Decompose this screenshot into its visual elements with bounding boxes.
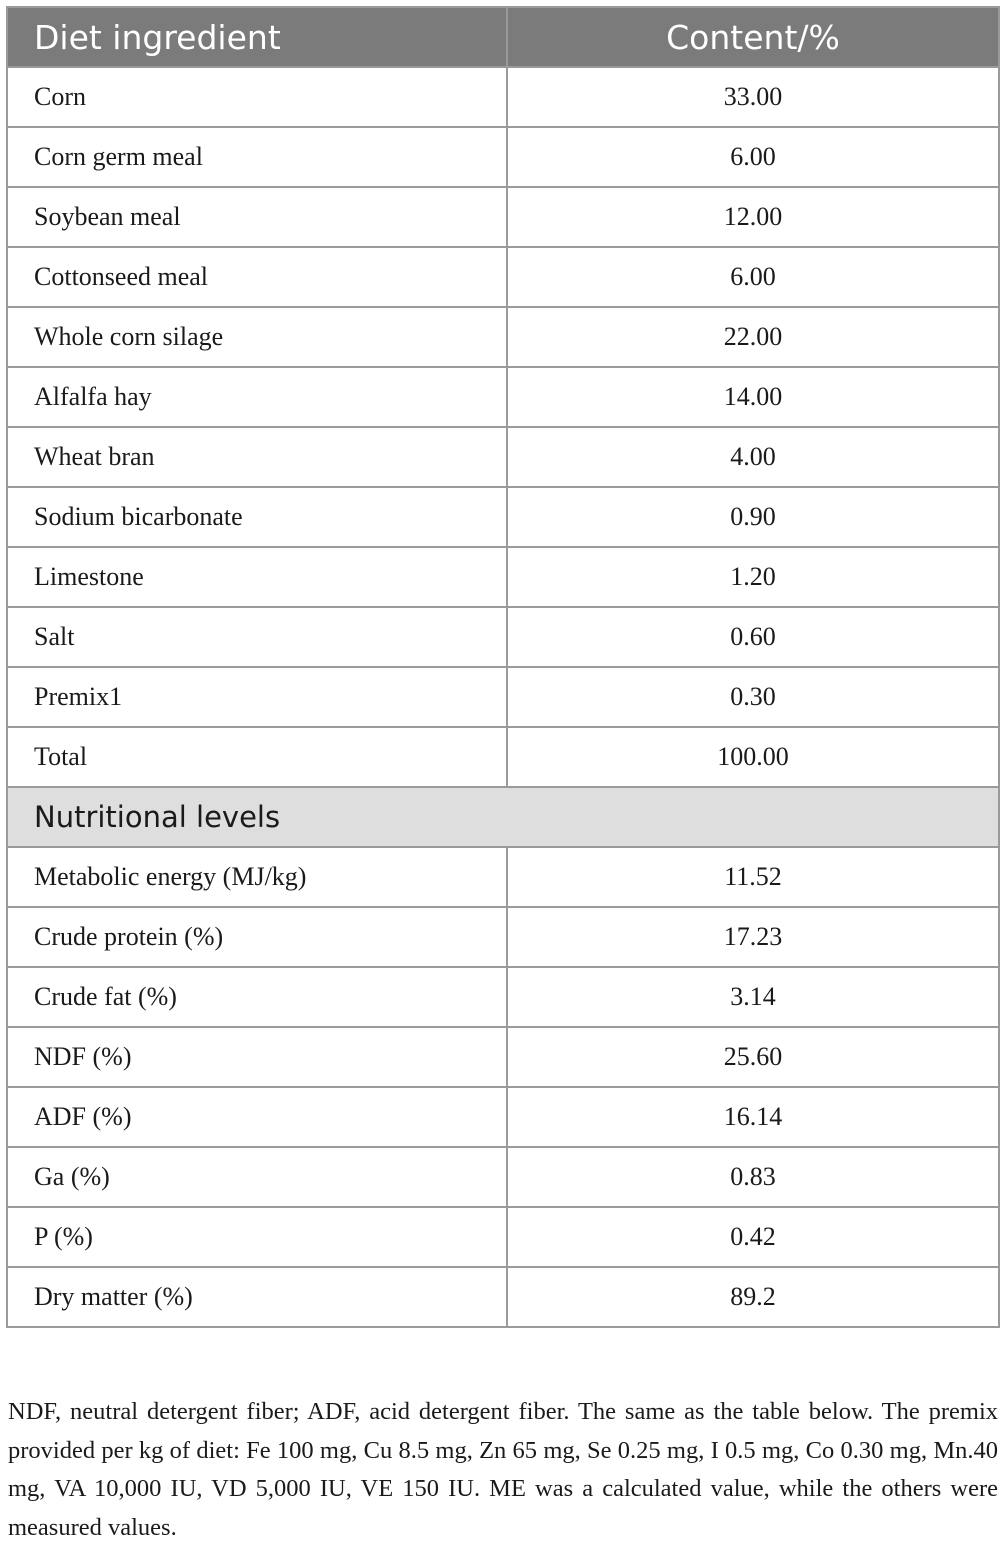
table-row [7,667,999,727]
ingredient-value: 0.90 [507,487,999,547]
ingredient-value: 4.00 [507,427,999,487]
table-row [7,187,999,247]
table-row [7,1087,999,1147]
ingredient-value: 33.00 [507,67,999,127]
table-header-row [7,7,999,67]
ingredient-name: Soybean meal [7,187,507,247]
nutrient-value: 89.2 [507,1267,999,1327]
ingredient-name: Salt [7,607,507,667]
nutrient-name: P (%) [7,1207,507,1267]
ingredient-value: 22.00 [507,307,999,367]
table-row [7,1027,999,1087]
nutrient-name: Dry matter (%) [7,1267,507,1327]
table-row [7,547,999,607]
table-row [7,847,999,907]
nutrient-value: 25.60 [507,1027,999,1087]
table-row [7,487,999,547]
section-header-row [7,787,999,847]
ingredient-name: Sodium bicarbonate [7,487,507,547]
nutrient-value: 16.14 [507,1087,999,1147]
ingredient-value: 6.00 [507,127,999,187]
table-row [7,427,999,487]
table-row [7,1207,999,1267]
ingredient-name: Limestone [7,547,507,607]
table-row [7,67,999,127]
ingredient-name: Total [7,727,507,787]
nutrient-value: 11.52 [507,847,999,907]
nutrient-name: NDF (%) [7,1027,507,1087]
nutrient-name: Metabolic energy (MJ/kg) [7,847,507,907]
nutrient-name: Crude fat (%) [7,967,507,1027]
nutrient-value: 0.42 [507,1207,999,1267]
ingredient-name: Corn [7,67,507,127]
ingredient-value: 0.60 [507,607,999,667]
table-row [7,967,999,1027]
ingredient-value: 0.30 [507,667,999,727]
ingredient-value: 14.00 [507,367,999,427]
ingredient-value: 1.20 [507,547,999,607]
total-row [7,727,999,787]
section-title: Nutritional levels [7,787,999,847]
nutrient-value: 0.83 [507,1147,999,1207]
ingredient-name: Premix1 [7,667,507,727]
table-row [7,1267,999,1327]
ingredient-name: Cottonseed meal [7,247,507,307]
table-row [7,127,999,187]
ingredient-value: 6.00 [507,247,999,307]
ingredient-name: Wheat bran [7,427,507,487]
nutrient-name: Crude protein (%) [7,907,507,967]
ingredient-value: 100.00 [507,727,999,787]
table-row [7,247,999,307]
header-diet-ingredient: Diet ingredient [7,7,507,67]
ingredient-name: Corn germ meal [7,127,507,187]
nutrient-value: 3.14 [507,967,999,1027]
nutrient-name: Ga (%) [7,1147,507,1207]
table-row [7,1147,999,1207]
table-footnote: NDF, neutral detergent fiber; ADF, acid detergent fiber. The same as the table below. The premix provided per kg of diet: Fe 100 mg, Cu 8.5 mg, Zn 65 mg, Se 0.25 mg, I 0.5 mg, Co 0.30 mg, Mn.40 mg, VA 10,000 IU, VD 5,000 IU, VE 150 IU. ME was a calculated value, while the others were measured values. [8,1398,998,1541]
ingredient-name: Whole corn silage [7,307,507,367]
nutrient-value: 17.23 [507,907,999,967]
table-row [7,607,999,667]
header-content-percent: Content/% [507,7,999,67]
table-row [7,907,999,967]
ingredient-name: Alfalfa hay [7,367,507,427]
nutrient-name: ADF (%) [7,1087,507,1147]
ingredient-value: 12.00 [507,187,999,247]
table-row [7,367,999,427]
table-row [7,307,999,367]
diet-composition-table [6,6,1000,1328]
